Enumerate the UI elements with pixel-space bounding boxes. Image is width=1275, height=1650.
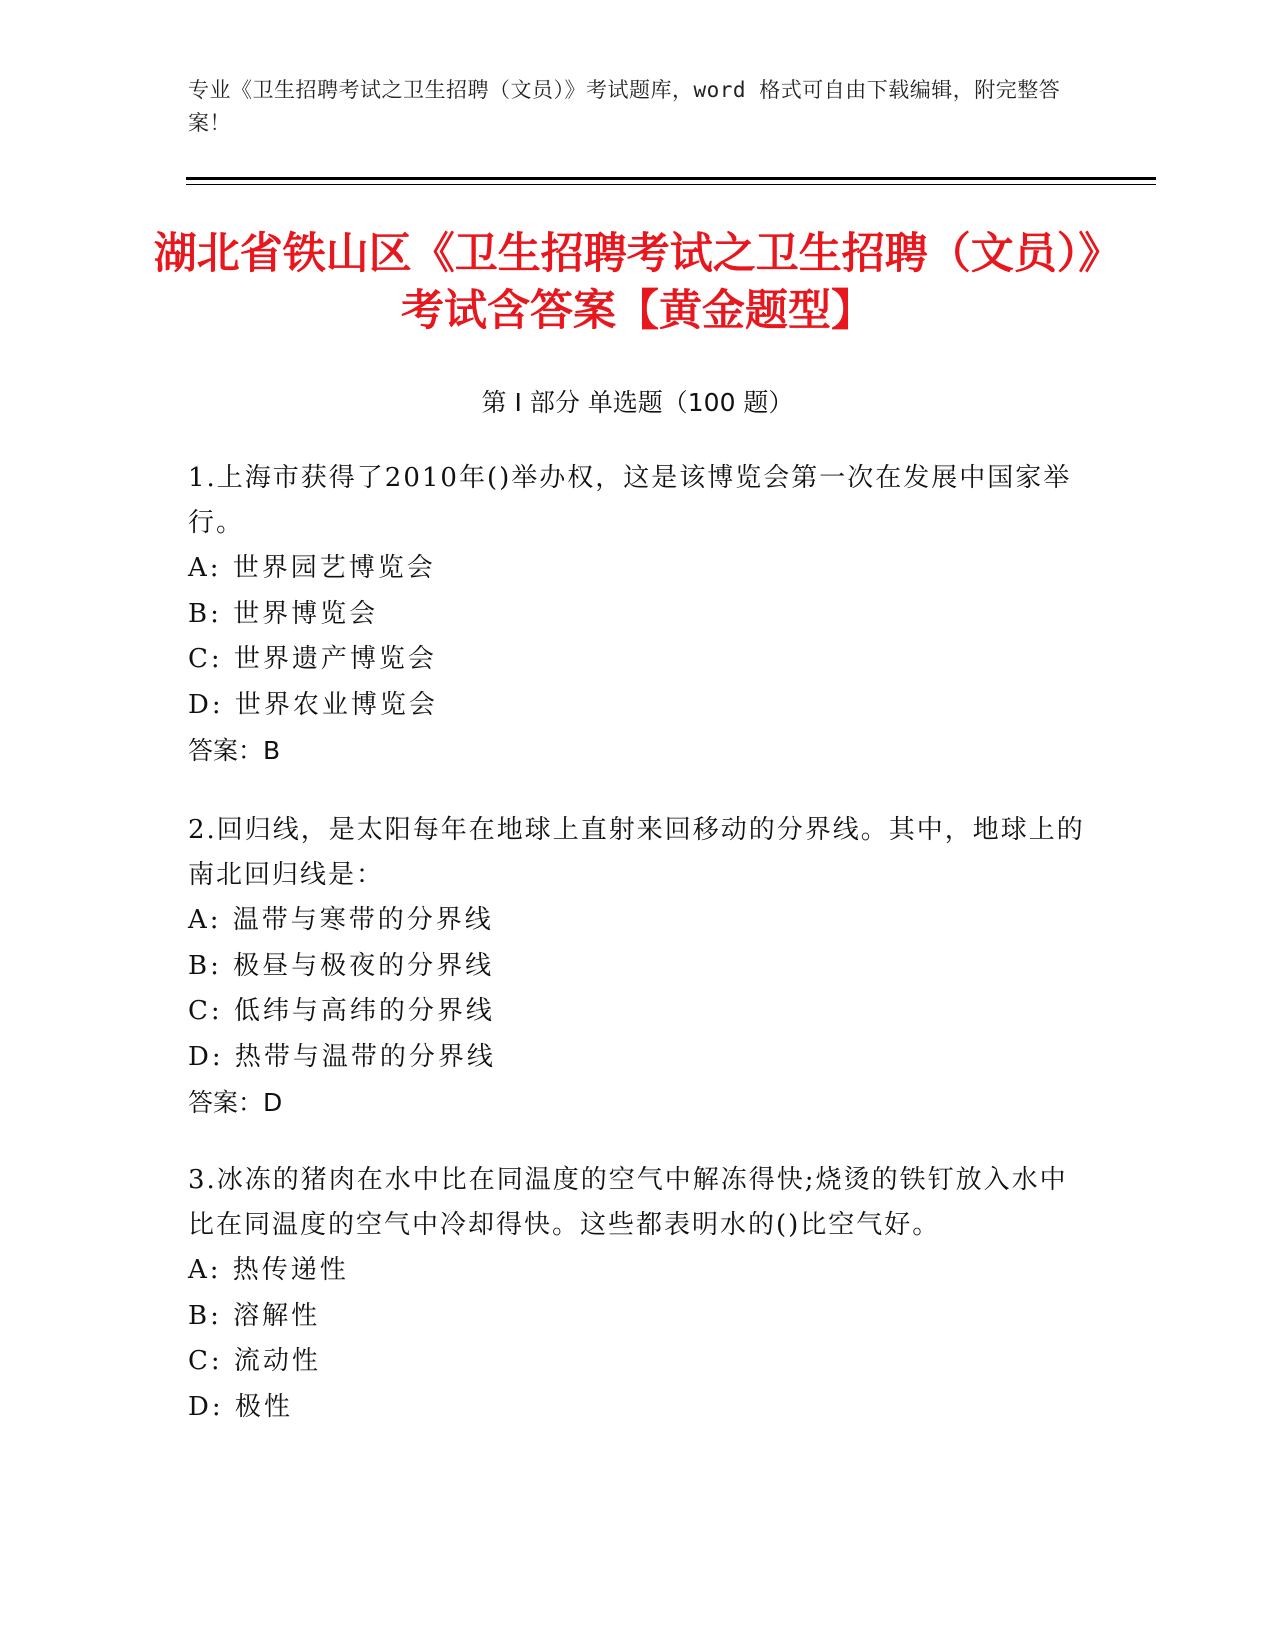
header-note: 专业《卫生招聘考试之卫生招聘（文员）》考试题库，word 格式可自由下载编辑，附完整答案！	[188, 78, 1061, 135]
option-b: B: 极昼与极夜的分界线	[188, 950, 495, 981]
option-a: A: 温带与寒带的分界线	[188, 905, 494, 935]
question-2	[188, 808, 1088, 1125]
question-stem: 1.上海市获得了2010年()举办权，这是该博览会第一次在发展中国家举行。	[188, 463, 1072, 538]
option-c: C: 流动性	[188, 1346, 321, 1376]
answer: 答案：D	[188, 1088, 283, 1117]
question-3	[188, 1158, 1088, 1430]
option-c: C: 世界遗产博览会	[188, 644, 437, 674]
header-divider-thin	[186, 184, 1156, 185]
document-title: 湖北省铁山区《卫生招聘考试之卫生招聘（文员）》考试含答案【黄金题型】	[153, 229, 1122, 336]
option-d: D: 极性	[188, 1391, 293, 1422]
option-d: D: 世界农业博览会	[188, 689, 438, 720]
option-b: B: 世界博览会	[188, 598, 379, 629]
option-d: D: 热带与温带的分界线	[188, 1041, 496, 1072]
answer: 答案：B	[188, 736, 281, 765]
option-a: A: 热传递性	[188, 1255, 349, 1285]
question-stem: 2.回归线，是太阳每年在地球上直射来回移动的分界线。其中，地球上的南北回归线是：	[188, 815, 1085, 890]
question-1	[188, 456, 1088, 773]
question-stem: 3.冰冻的猪肉在水中比在同温度的空气中解冻得快;烧烫的铁钉放入水中比在同温度的空气中冷却得快。这些都表明水的()比空气好。	[188, 1165, 1068, 1240]
header-divider-thick	[186, 177, 1156, 180]
section-heading: 第 I 部分 单选题（100 题）	[481, 388, 794, 417]
option-b: B: 溶解性	[188, 1300, 321, 1331]
option-a: A: 世界园艺博览会	[188, 553, 436, 583]
option-c: C: 低纬与高纬的分界线	[188, 996, 495, 1026]
